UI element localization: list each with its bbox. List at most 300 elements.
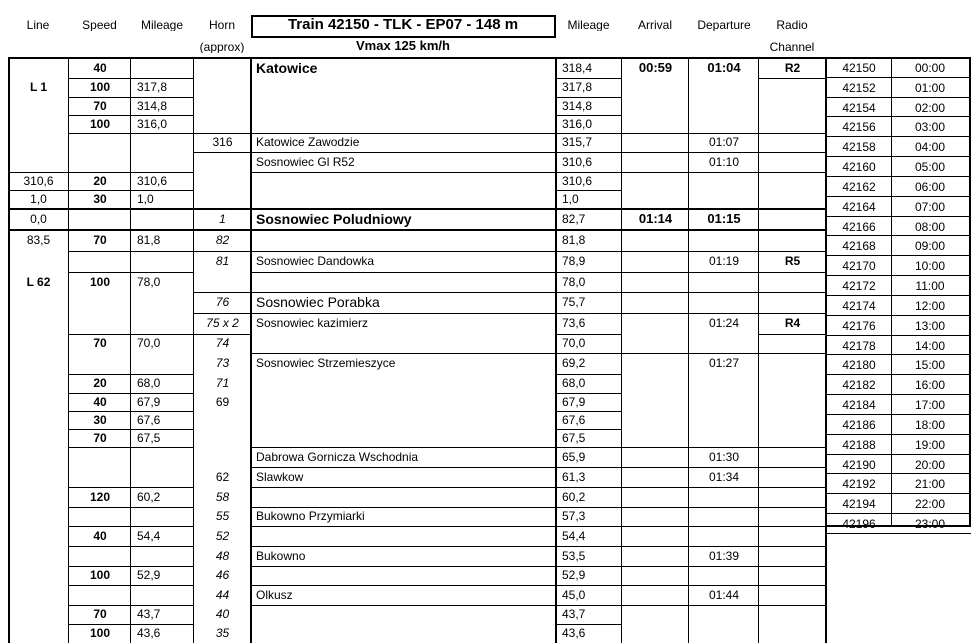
row-11-km: 78,0 xyxy=(562,275,586,289)
train-time-15: 15:00 xyxy=(914,358,946,372)
row-3-mileage: 316,0 xyxy=(137,117,168,131)
page-subtitle: Vmax 125 km/h xyxy=(356,39,450,52)
row-26-arr xyxy=(624,566,687,585)
row-16-radio xyxy=(761,374,824,393)
row-7-horn xyxy=(196,190,249,208)
row-13-km: 73,6 xyxy=(562,316,586,330)
row-19-horn xyxy=(196,429,249,447)
row-25-km: 53,5 xyxy=(562,549,586,563)
row-13-dep: 01:24 xyxy=(708,316,740,330)
row-22-horn: 58 xyxy=(215,490,230,504)
row-17-arr xyxy=(624,393,687,411)
row-27-dep: 01:44 xyxy=(708,588,740,602)
row-7-km: 1,0 xyxy=(562,192,579,206)
row-29-station xyxy=(253,624,554,643)
row-2-km: 314,8 xyxy=(562,99,593,113)
grid-line xyxy=(688,57,689,643)
row-22-dep xyxy=(691,487,757,507)
row-14-km: 70,0 xyxy=(562,336,586,350)
row-29-line xyxy=(10,624,67,643)
row-5-radio xyxy=(761,152,824,172)
row-14-radio xyxy=(761,334,824,353)
grid-line xyxy=(621,57,622,643)
row-7-arr xyxy=(624,190,687,208)
row-24-km: 54,4 xyxy=(562,529,586,543)
row-21-dep: 01:34 xyxy=(708,470,740,484)
row-8-km: 82,7 xyxy=(562,212,586,226)
row-13-station: Sosnowiec kazimierz xyxy=(256,316,369,330)
row-27-station: Olkusz xyxy=(256,588,293,602)
row-6-horn xyxy=(196,172,249,190)
row-15-radio xyxy=(761,353,824,374)
row-2-speed: 70 xyxy=(93,99,107,113)
train-number-6: 42162 xyxy=(842,180,876,194)
row-25-station: Bukowno xyxy=(256,549,306,563)
row-1-arr xyxy=(624,78,687,97)
train-time-9: 09:00 xyxy=(914,239,946,253)
row-8-radio xyxy=(761,208,824,230)
row-19-dep xyxy=(691,429,757,447)
row-16-line xyxy=(10,374,67,393)
row-17-km: 67,9 xyxy=(562,395,586,409)
row-19-radio xyxy=(761,429,824,447)
row-17-horn: 69 xyxy=(215,395,230,409)
row-20-horn xyxy=(196,447,249,467)
train-time-16: 16:00 xyxy=(914,378,946,392)
train-time-11: 11:00 xyxy=(915,279,945,293)
train-time-22: 22:00 xyxy=(914,497,946,511)
row-5-dep: 01:10 xyxy=(708,155,740,169)
row-10-arr xyxy=(624,251,687,272)
train-number-5: 42160 xyxy=(842,160,876,174)
train-number-19: 42188 xyxy=(842,438,876,452)
row-29-mileage: 43,6 xyxy=(137,626,161,640)
row-8-line: 0,0 xyxy=(30,212,47,226)
row-15-arr xyxy=(624,353,687,374)
train-time-7: 07:00 xyxy=(914,200,946,214)
row-22-mileage: 60,2 xyxy=(137,490,161,504)
row-16-km: 68,0 xyxy=(562,376,586,390)
row-15-station: Sosnowiec Strzemieszyce xyxy=(256,356,396,370)
row-9-dep xyxy=(691,230,757,251)
page-title: Train 42150 - TLK - EP07 - 148 m xyxy=(287,17,519,32)
row-1-mileage: 317,8 xyxy=(137,80,168,94)
row-2-line xyxy=(10,97,67,115)
row-15-line xyxy=(10,353,67,374)
row-10-line xyxy=(10,251,67,272)
row-18-horn xyxy=(196,411,249,429)
header-line: Line xyxy=(26,19,50,31)
row-7-speed: 30 xyxy=(93,192,107,206)
row-22-km: 60,2 xyxy=(562,490,586,504)
grid-line xyxy=(251,15,556,17)
header-radio-channel: Channel xyxy=(769,41,815,53)
row-8-speed xyxy=(71,208,129,230)
train-number-3: 42156 xyxy=(842,120,876,134)
row-12-line xyxy=(10,292,67,313)
train-number-4: 42158 xyxy=(842,140,876,154)
train-time-19: 19:00 xyxy=(914,438,946,452)
row-9-horn: 82 xyxy=(215,233,230,247)
row-14-horn: 74 xyxy=(215,336,230,350)
row-11-arr xyxy=(624,272,687,292)
row-4-km: 315,7 xyxy=(562,135,593,149)
row-8-dep: 01:15 xyxy=(707,211,741,226)
train-number-23: 42196 xyxy=(842,517,876,531)
row-27-radio xyxy=(761,585,824,605)
row-12-mileage xyxy=(133,292,192,313)
row-13-radio: R4 xyxy=(784,316,801,330)
row-23-arr xyxy=(624,507,687,526)
row-20-dep: 01:30 xyxy=(708,450,740,464)
row-13-speed xyxy=(71,313,129,334)
row-3-station xyxy=(253,115,554,133)
row-6-line: 310,6 xyxy=(23,174,54,188)
row-24-mileage: 54,4 xyxy=(137,529,161,543)
row-13-horn: 75 x 2 xyxy=(206,316,239,330)
row-26-horn: 46 xyxy=(215,568,230,582)
row-24-speed: 40 xyxy=(93,529,107,543)
train-number-15: 42180 xyxy=(842,358,876,372)
train-number-2: 42154 xyxy=(842,101,876,115)
row-5-km: 310,6 xyxy=(562,155,593,169)
row-16-horn: 71 xyxy=(215,376,230,390)
row-21-speed xyxy=(71,467,129,487)
row-10-dep: 01:19 xyxy=(708,254,740,268)
train-time-12: 12:00 xyxy=(914,299,946,313)
grid-line xyxy=(68,57,69,643)
row-25-arr xyxy=(624,546,687,566)
row-21-horn: 62 xyxy=(215,470,230,484)
row-11-station xyxy=(253,272,554,292)
row-4-dep: 01:07 xyxy=(708,135,740,149)
train-number-0: 42150 xyxy=(842,61,876,75)
row-25-line xyxy=(10,546,67,566)
row-16-speed: 20 xyxy=(93,376,107,390)
train-number-20: 42190 xyxy=(842,458,876,472)
grid-line xyxy=(251,15,253,38)
row-23-dep xyxy=(691,507,757,526)
row-16-mileage: 68,0 xyxy=(137,376,161,390)
row-23-mileage xyxy=(133,507,192,526)
row-9-mileage: 81,8 xyxy=(137,233,161,247)
train-number-18: 42186 xyxy=(842,418,876,432)
header-radio: Radio xyxy=(776,19,808,31)
row-1-km: 317,8 xyxy=(562,80,593,94)
row-22-radio xyxy=(761,487,824,507)
row-3-arr xyxy=(624,115,687,133)
row-10-radio: R5 xyxy=(784,254,801,268)
row-28-line xyxy=(10,605,67,624)
row-28-radio xyxy=(761,605,824,624)
row-4-radio xyxy=(761,133,824,152)
row-19-mileage: 67,5 xyxy=(137,431,161,445)
row-21-line xyxy=(10,467,67,487)
row-9-km: 81,8 xyxy=(562,233,586,247)
train-number-10: 42170 xyxy=(842,259,876,273)
row-0-line xyxy=(10,58,67,78)
row-18-station xyxy=(253,411,554,429)
row-28-station xyxy=(253,605,554,624)
row-0-arr: 00:59 xyxy=(638,60,673,75)
row-29-horn: 35 xyxy=(215,626,230,640)
grid-line xyxy=(825,57,827,643)
row-26-mileage: 52,9 xyxy=(137,568,161,582)
row-6-radio xyxy=(761,172,824,190)
row-8-arr: 01:14 xyxy=(638,211,673,226)
row-7-station xyxy=(253,190,554,208)
row-3-speed: 100 xyxy=(89,117,111,131)
row-3-radio xyxy=(761,115,824,133)
train-number-9: 42168 xyxy=(842,239,876,253)
row-8-station: Sosnowiec Poludniowy xyxy=(256,211,412,227)
row-16-station xyxy=(253,374,554,393)
header-mileage-right: Mileage xyxy=(567,19,610,31)
row-3-horn xyxy=(196,115,249,133)
row-0-horn xyxy=(196,58,249,78)
row-12-horn: 76 xyxy=(215,295,230,309)
row-5-station: Sosnowiec Gl R52 xyxy=(256,155,355,169)
train-number-16: 42182 xyxy=(842,378,876,392)
row-14-line xyxy=(10,334,67,353)
row-4-mileage xyxy=(133,133,192,152)
row-1-horn xyxy=(196,78,249,97)
row-25-speed xyxy=(71,546,129,566)
train-number-12: 42174 xyxy=(842,299,876,313)
row-19-speed: 70 xyxy=(93,431,107,445)
row-15-mileage xyxy=(133,353,192,374)
row-9-radio xyxy=(761,230,824,251)
row-18-speed: 30 xyxy=(93,413,107,427)
row-20-station: Dabrowa Gornicza Wschodnia xyxy=(256,450,419,464)
row-7-mileage: 1,0 xyxy=(137,192,154,206)
train-time-4: 04:00 xyxy=(914,140,946,154)
row-2-horn xyxy=(196,97,249,115)
row-6-arr xyxy=(624,172,687,190)
row-20-radio xyxy=(761,447,824,467)
train-number-11: 42172 xyxy=(842,279,876,293)
row-3-km: 316,0 xyxy=(562,117,593,131)
row-14-arr xyxy=(624,334,687,353)
row-27-line xyxy=(10,585,67,605)
row-25-dep: 01:39 xyxy=(708,549,740,563)
train-time-0: 00:00 xyxy=(914,61,946,75)
header-horn: Horn xyxy=(208,19,235,31)
row-26-speed: 100 xyxy=(89,568,111,582)
row-18-arr xyxy=(624,411,687,429)
row-7-line: 1,0 xyxy=(30,192,47,206)
row-1-line: L 1 xyxy=(29,80,48,94)
row-21-mileage xyxy=(133,467,192,487)
row-15-horn: 73 xyxy=(215,356,230,370)
grid-line xyxy=(554,15,556,38)
row-5-horn xyxy=(196,152,249,172)
row-15-speed xyxy=(71,353,129,374)
row-27-horn: 44 xyxy=(215,588,230,602)
row-10-speed xyxy=(71,251,129,272)
row-19-line xyxy=(10,429,67,447)
row-23-station: Bukowno Przymiarki xyxy=(256,509,365,523)
row-17-mileage: 67,9 xyxy=(137,395,161,409)
row-11-speed: 100 xyxy=(89,275,111,289)
row-12-km: 75,7 xyxy=(562,295,586,309)
row-3-dep xyxy=(691,115,757,133)
row-29-arr xyxy=(624,624,687,643)
row-26-km: 52,9 xyxy=(562,568,586,582)
row-1-dep xyxy=(691,78,757,97)
row-2-mileage: 314,8 xyxy=(137,99,168,113)
train-time-14: 14:00 xyxy=(914,339,946,353)
train-time-13: 13:00 xyxy=(914,319,946,333)
train-number-7: 42164 xyxy=(842,200,876,214)
row-0-dep: 01:04 xyxy=(707,60,741,75)
row-23-line xyxy=(10,507,67,526)
grid-line xyxy=(250,57,252,643)
row-28-horn: 40 xyxy=(215,607,230,621)
row-0-station: Katowice xyxy=(256,60,318,76)
train-number-22: 42194 xyxy=(842,497,876,511)
train-time-6: 06:00 xyxy=(914,180,946,194)
grid-line xyxy=(758,57,759,643)
row-18-dep xyxy=(691,411,757,429)
row-24-dep xyxy=(691,526,757,546)
grid-line xyxy=(555,57,557,643)
row-22-speed: 120 xyxy=(89,490,111,504)
train-number-14: 42178 xyxy=(842,339,876,353)
row-19-arr xyxy=(624,429,687,447)
header-arrival: Arrival xyxy=(637,19,672,31)
row-20-mileage xyxy=(133,447,192,467)
row-12-radio xyxy=(761,292,824,313)
train-time-23: 23:00 xyxy=(914,517,946,531)
row-20-km: 65,9 xyxy=(562,450,586,464)
row-27-mileage xyxy=(133,585,192,605)
row-26-radio xyxy=(761,566,824,585)
row-26-station xyxy=(253,566,554,585)
row-28-speed: 70 xyxy=(93,607,107,621)
row-13-mileage xyxy=(133,313,192,334)
row-28-km: 43,7 xyxy=(562,607,586,621)
row-10-horn: 81 xyxy=(215,254,230,268)
row-17-station xyxy=(253,393,554,411)
row-17-dep xyxy=(691,393,757,411)
row-22-arr xyxy=(624,487,687,507)
row-28-mileage: 43,7 xyxy=(137,607,161,621)
row-17-radio xyxy=(761,393,824,411)
header-horn-approx: (approx) xyxy=(199,41,245,53)
row-15-dep: 01:27 xyxy=(708,356,740,370)
train-number-17: 42184 xyxy=(842,398,876,412)
grid-line xyxy=(251,36,556,38)
train-number-1: 42152 xyxy=(842,81,876,95)
row-28-arr xyxy=(624,605,687,624)
row-28-dep xyxy=(691,605,757,624)
row-8-horn: 1 xyxy=(219,212,226,226)
row-20-speed xyxy=(71,447,129,467)
row-12-speed xyxy=(71,292,129,313)
row-6-km: 310,6 xyxy=(562,174,593,188)
row-10-mileage xyxy=(133,251,192,272)
row-27-km: 45,0 xyxy=(562,588,586,602)
row-29-dep xyxy=(691,624,757,643)
row-2-arr xyxy=(624,97,687,115)
train-time-10: 10:00 xyxy=(914,259,946,273)
train-time-18: 18:00 xyxy=(914,418,946,432)
row-24-arr xyxy=(624,526,687,546)
row-25-horn: 48 xyxy=(215,549,230,563)
row-21-radio xyxy=(761,467,824,487)
row-2-radio xyxy=(761,97,824,115)
row-5-arr xyxy=(624,152,687,172)
row-23-speed xyxy=(71,507,129,526)
row-24-radio xyxy=(761,526,824,546)
grid-line xyxy=(193,57,194,643)
row-6-station xyxy=(253,172,554,190)
row-14-speed: 70 xyxy=(93,336,107,350)
row-17-speed: 40 xyxy=(93,395,107,409)
row-29-km: 43,6 xyxy=(562,626,586,640)
row-9-station xyxy=(253,230,554,251)
row-9-speed: 70 xyxy=(93,233,107,247)
row-20-arr xyxy=(624,447,687,467)
grid-line xyxy=(891,57,892,526)
row-6-mileage: 310,6 xyxy=(137,174,168,188)
row-24-line xyxy=(10,526,67,546)
row-19-km: 67,5 xyxy=(562,431,586,445)
grid-line xyxy=(130,57,131,643)
row-25-radio xyxy=(761,546,824,566)
row-0-speed: 40 xyxy=(93,61,107,75)
row-18-radio xyxy=(761,411,824,429)
row-16-arr xyxy=(624,374,687,393)
row-29-speed: 100 xyxy=(89,626,111,640)
row-4-speed xyxy=(71,133,129,152)
row-23-radio xyxy=(761,507,824,526)
row-14-dep xyxy=(691,334,757,353)
row-26-line xyxy=(10,566,67,585)
header-mileage: Mileage xyxy=(140,19,184,31)
row-24-station xyxy=(253,526,554,546)
train-time-2: 02:00 xyxy=(914,101,946,115)
row-21-arr xyxy=(624,467,687,487)
row-23-horn: 55 xyxy=(215,509,230,523)
train-number-8: 42166 xyxy=(842,220,876,234)
row-5-line xyxy=(10,152,67,172)
row-7-radio xyxy=(761,190,824,208)
row-12-arr xyxy=(624,292,687,313)
row-26-dep xyxy=(691,566,757,585)
train-number-21: 42192 xyxy=(842,477,876,491)
row-4-arr xyxy=(624,133,687,152)
train-time-17: 17:00 xyxy=(914,398,946,412)
row-10-km: 78,9 xyxy=(562,254,586,268)
train-time-3: 03:00 xyxy=(914,120,946,134)
row-15-km: 69,2 xyxy=(562,356,586,370)
row-4-line xyxy=(10,133,67,152)
row-17-line xyxy=(10,393,67,411)
row-18-mileage: 67,6 xyxy=(137,413,161,427)
row-22-station xyxy=(253,487,554,507)
row-9-line: 83,5 xyxy=(26,233,51,247)
row-12-station: Sosnowiec Porabka xyxy=(256,294,380,310)
row-14-mileage: 70,0 xyxy=(137,336,161,350)
header-departure: Departure xyxy=(697,19,751,31)
row-16-dep xyxy=(691,374,757,393)
row-0-mileage xyxy=(133,58,192,78)
row-24-horn: 52 xyxy=(215,529,230,543)
row-29-radio xyxy=(761,624,824,643)
row-11-radio xyxy=(761,272,824,292)
